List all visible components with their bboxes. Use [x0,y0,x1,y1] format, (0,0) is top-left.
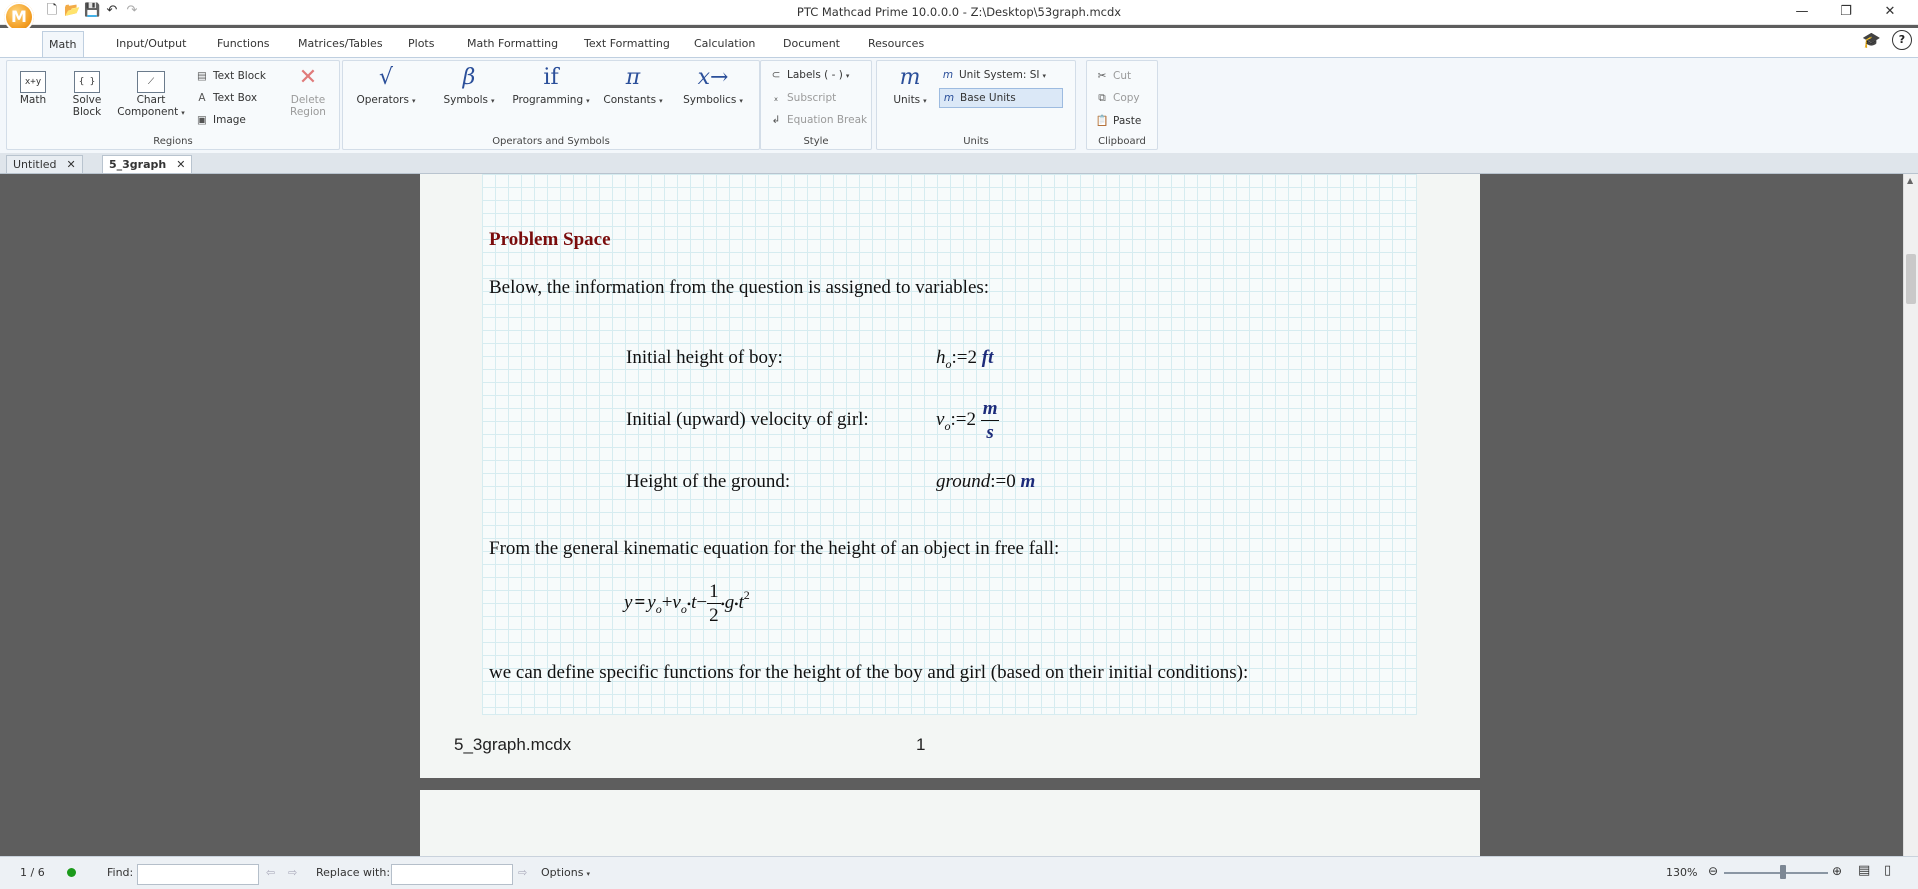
zoom-level: 130% [1666,866,1698,879]
next-page[interactable] [420,790,1480,856]
regions-group-label: Regions [153,136,193,147]
worksheet-page[interactable] [420,174,1480,778]
save-icon[interactable]: 💾 [84,3,101,18]
regions-group [6,60,340,150]
base-units-button[interactable]: m Base Units [939,88,1063,108]
base-units-icon: m [943,92,955,104]
doc-tab-untitled[interactable]: Untitled ✕ [6,155,83,173]
equation-break-icon: ↲ [771,114,781,126]
text-block-icon: ▤ [197,70,207,82]
solve-block-icon: { } [74,71,100,93]
intro-text[interactable]: Below, the information from the question is assigned to variables: [489,277,990,298]
labels-icon: ⊂ [771,69,781,81]
clipboard-group-label: Clipboard [1098,136,1146,147]
tab-math-formatting[interactable]: Math Formatting [467,37,559,50]
copy-button[interactable]: ⧉ Copy [1095,92,1140,105]
vertical-scrollbar[interactable] [1903,174,1918,856]
worksheet-grid[interactable] [482,174,1417,715]
equation-ground[interactable]: ground:=0 m [936,471,1036,492]
text-block-button[interactable]: ▤ Text Block [195,70,266,82]
closing-text[interactable]: we can define specific functions for the height of the boy and girl (based on their initial conditions): [489,662,1249,683]
subscript-button[interactable]: ₓ Subscript [769,92,836,104]
tab-math[interactable]: Math [42,31,84,58]
undo-icon[interactable]: ↶ [106,3,118,18]
paste-icon: 📋 [1095,115,1109,127]
close-tab-icon[interactable]: ✕ [66,158,76,171]
options-dropdown[interactable]: Options ▾ [541,866,590,879]
footer-page-number: 1 [916,735,926,754]
footer-filename: 5_3graph.mcdx [454,735,572,754]
math-region-button[interactable]: x+y Math [13,65,53,106]
help-icon[interactable]: ? [1892,30,1912,50]
tab-plots[interactable]: Plots [408,37,435,50]
labels-dropdown[interactable]: ⊂ Labels ( - ) ▾ [769,69,849,81]
equation-break-button[interactable]: ↲ Equation Break [769,114,867,126]
ribbon-tab-bar [0,28,1918,58]
zoom-in-icon[interactable]: ⊕ [1832,864,1843,878]
tab-text-formatting[interactable]: Text Formatting [584,37,670,50]
ribbon [0,57,1918,154]
draft-view-icon[interactable]: ▯ [1884,863,1892,878]
style-group [760,60,872,150]
find-previous-icon[interactable]: ⇦ [266,866,276,879]
tab-calculation[interactable]: Calculation [694,37,756,50]
chart-icon: ⟋ [137,71,165,93]
minimize-button[interactable]: — [1795,4,1809,19]
image-icon: ▣ [197,114,207,126]
learning-hat-icon[interactable]: 🎓 [1862,31,1881,49]
subscript-icon: ₓ [773,92,779,104]
tab-functions[interactable]: Functions [217,37,270,50]
unit-system-dropdown[interactable]: m Unit System: SI ▾ [942,69,1047,81]
scissors-icon: ✂ [1097,70,1107,82]
unit-system-icon: m [942,69,954,81]
units-button[interactable]: m Units ▾ [885,65,935,106]
cut-button[interactable]: ✂ Cut [1095,70,1131,82]
replace-input[interactable] [391,864,513,885]
tab-resources[interactable]: Resources [868,37,925,50]
replace-label: Replace with: [316,866,391,879]
copy-icon: ⧉ [1098,92,1106,104]
vertical-scroll-thumb[interactable] [1906,254,1916,304]
zoom-slider-track[interactable] [1724,872,1828,874]
close-tab-icon[interactable]: ✕ [176,158,186,171]
symbols-button[interactable]: β Symbols ▾ [433,65,505,106]
operators-group-label: Operators and Symbols [492,136,610,147]
clipboard-group [1086,60,1158,150]
tab-document[interactable]: Document [783,37,840,50]
image-button[interactable]: ▣ Image [195,114,246,126]
open-folder-icon[interactable]: 📂 [64,3,81,18]
solve-block-button[interactable]: { } Solve Block [65,65,109,118]
find-label: Find: [107,866,134,879]
doc-tab-5-3graph[interactable]: 5_3graph ✕ [102,155,192,173]
text-box-button[interactable]: A Text Box [195,92,257,104]
page-indicator: 1 / 6 [20,866,45,879]
tab-matrices-tables[interactable]: Matrices/Tables [298,37,383,50]
paste-button[interactable]: 📋 Paste [1095,115,1142,127]
document-tab-bar [0,153,1918,174]
title-bar [0,0,1918,25]
document-canvas[interactable] [0,174,1903,856]
pi-icon: π [625,65,641,90]
units-group [876,60,1076,150]
replace-icon[interactable]: ⇨ [518,866,528,879]
units-m-icon: m [899,65,921,90]
operators-group [342,60,760,150]
chart-component-button[interactable]: ⟋ Chart Component ▾ [117,65,185,118]
if-icon: if [543,65,559,90]
operators-button[interactable]: √ Operators ▾ [351,65,421,106]
text-box-icon: A [198,92,206,104]
zoom-out-icon[interactable]: ⊖ [1708,864,1719,878]
constants-button[interactable]: π Constants ▾ [595,65,671,106]
symbolics-button[interactable]: x→ Symbolics ▾ [673,65,753,106]
beta-icon: β [462,65,476,90]
equation-h0[interactable]: $h_o:=2$ ft [936,347,994,371]
scroll-up-icon[interactable]: ▲ [1907,176,1914,185]
units-group-label: Units [963,136,989,147]
calculation-status-icon [67,868,76,877]
kinematic-intro-text[interactable]: From the general kinematic equation for the height of an object in free fall: [489,538,1060,559]
find-next-icon[interactable]: ⇨ [288,866,298,879]
heading-problem-space[interactable]: Problem Space [489,229,611,250]
math-region-icon: x+y [20,71,46,93]
zoom-slider-thumb[interactable] [1780,865,1786,879]
sqrt-icon: √ [378,65,394,90]
find-input[interactable] [137,864,259,885]
label-ground-height[interactable]: Height of the ground: [626,471,791,492]
app-logo[interactable]: M [4,2,34,32]
new-file-icon[interactable]: 🗋 [46,3,58,18]
equation-v0[interactable]: $v_o:=2$ $\frac{m}{s}$ [936,398,998,443]
delete-region-button[interactable]: ✕ Delete Region [283,65,333,118]
tab-input-output[interactable]: Input/Output [116,37,187,50]
style-group-label: Style [803,136,829,147]
page-view-icon[interactable]: ▤ [1858,863,1871,878]
label-initial-height[interactable]: Initial height of boy: [626,347,783,368]
label-initial-velocity[interactable]: Initial (upward) velocity of girl: [626,409,869,430]
close-button[interactable]: ✕ [1884,4,1896,19]
status-bar [0,856,1918,889]
restore-button[interactable]: ❐ [1840,4,1852,19]
delete-region-icon: ✕ [298,65,318,90]
redo-icon[interactable]: ↷ [126,3,138,18]
programming-button[interactable]: if Programming ▾ [503,65,599,106]
symbolics-arrow-icon: x→ [697,65,729,90]
window-title: PTC Mathcad Prime 10.0.0.0 - Z:\Desktop\53graph.mcdx [796,5,1122,19]
kinematic-equation[interactable]: $y = y_o+v_o•t-$ $\frac{1}{2}$ $•g•t^2$ [624,581,750,626]
